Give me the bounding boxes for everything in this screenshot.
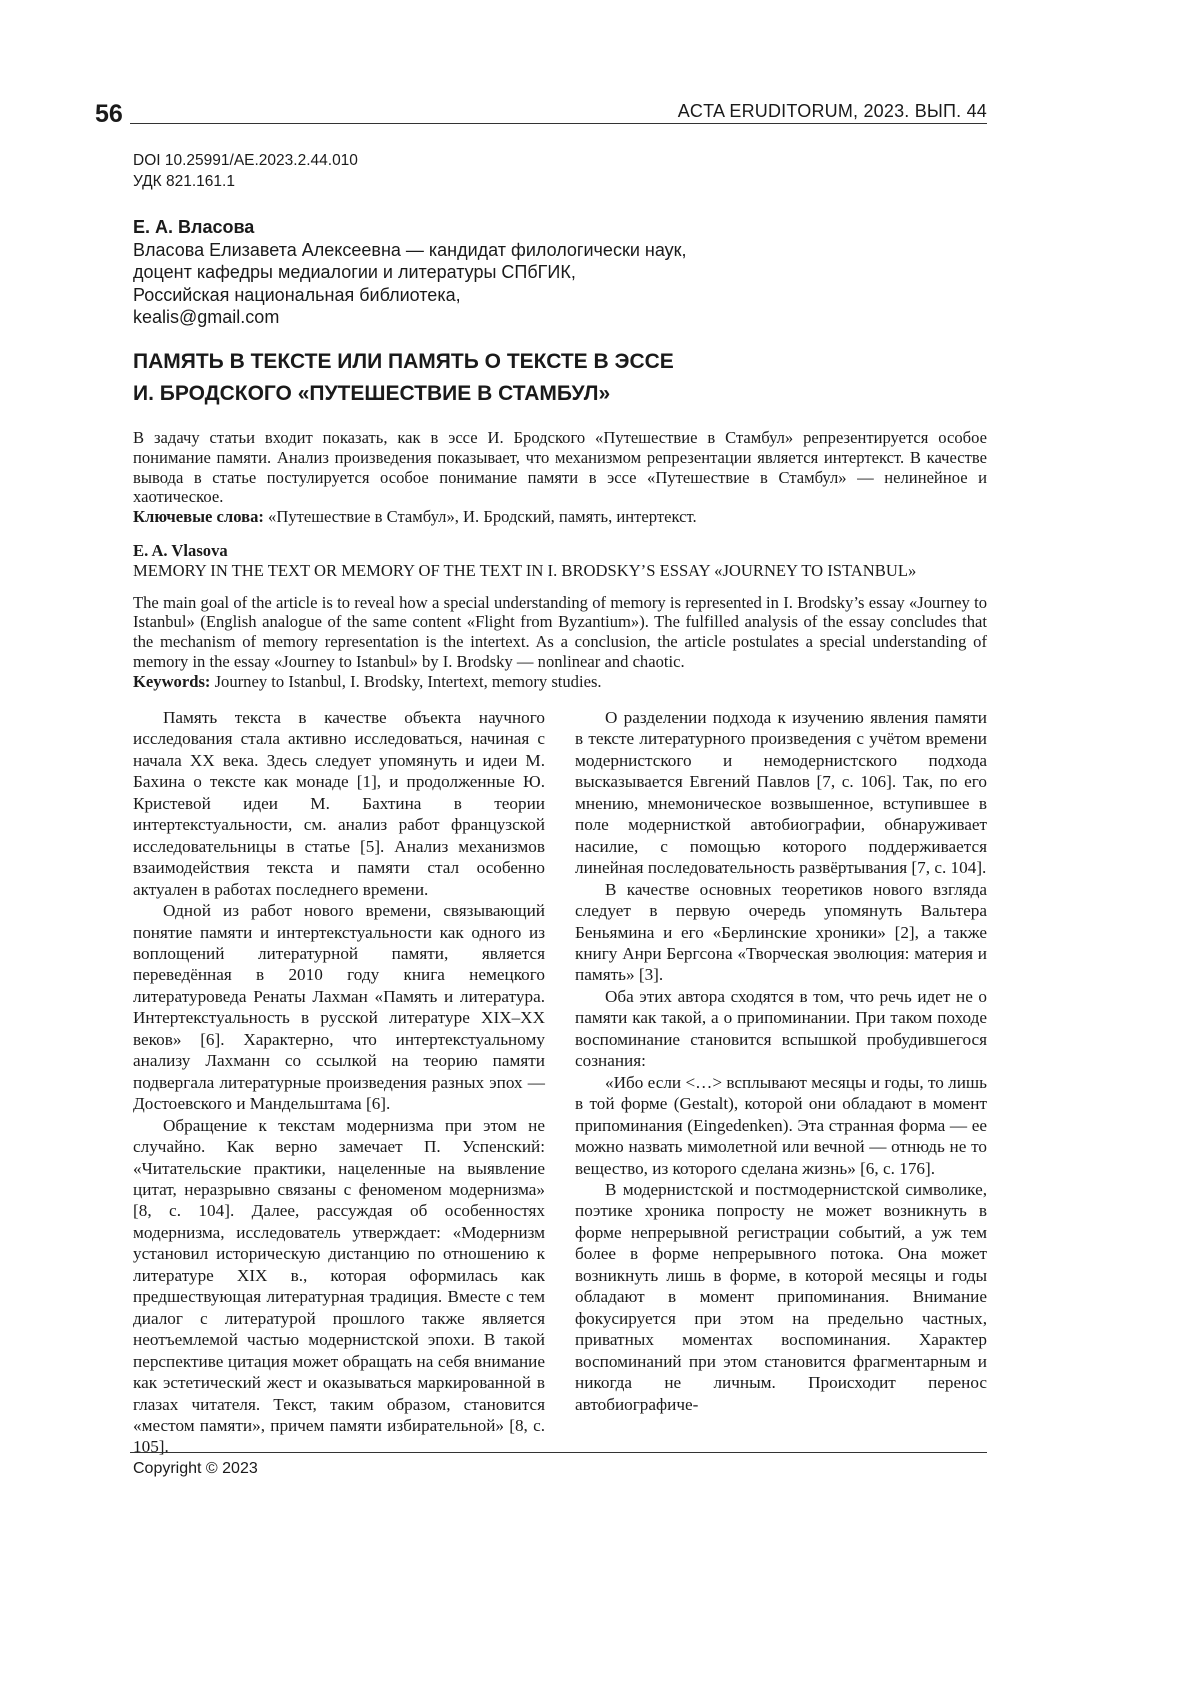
quote-paragraph: «Ибо если <…> всплывают месяцы и годы, то лишь в той форме (Gestalt), которой они обладают в момент припоминания (Eingedenken). Эта странная форма — ее можно назвать мимолетной или вечной — отнюдь не то вещество, из которого сделана жизнь» [6, с. 176]. bbox=[575, 1072, 987, 1179]
abstract-ru-text: В задачу статьи входит показать, как в эссе И. Бродского «Путешествие в Стамбул» репрезентируется особое понимание памяти. Анализ произведения показывает, что механизмом репрезентации является интертекст. В качестве вывода в статье постулируется особое понимание памяти в эссе «Путешествие в Стамбул» — нелинейное и хаотическое. bbox=[133, 428, 987, 507]
footer-rule bbox=[130, 1452, 987, 1453]
header-rule bbox=[130, 123, 987, 124]
keywords-en bbox=[133, 672, 987, 692]
paragraph: Оба этих автора сходятся в том, что речь идет не о памяти как такой, а о припоминании. При таком походе воспоминание становится вспышкой пробудившегося сознания: bbox=[575, 986, 987, 1072]
paragraph: Память текста в качестве объекта научного исследования стала активно исследоваться, начиная с начала XX века. Здесь следует упомянуть и идеи М. Бахина о тексте как монаде [1], и продолженные Ю. Кристевой идеи М. Бахтина в теории интертекстуальности, см. анализ работ французской исследовательницы в статье [5]. Анализ механизмов взаимодействия текста и памяти стал особенно актуален в работах последнего времени. bbox=[133, 707, 545, 900]
affiliation-line: Российская национальная библиотека, bbox=[133, 284, 833, 307]
author-name: Е. А. Власова bbox=[133, 216, 833, 239]
udk: УДК 821.161.1 bbox=[133, 171, 358, 192]
copyright: Copyright © 2023 bbox=[133, 1460, 258, 1478]
body-column-left bbox=[133, 707, 545, 1458]
affiliation-line: доцент кафедры медиалогии и литературы СПбГИК, bbox=[133, 261, 833, 284]
affiliation-line: Власова Елизавета Алексеевна — кандидат филологически наук, bbox=[133, 239, 833, 262]
author-block bbox=[133, 216, 833, 329]
keywords-en-text: Journey to Istanbul, I. Brodsky, Intertext, memory studies. bbox=[215, 672, 602, 691]
running-head: ACTA ERUDITORUM, 2023. ВЫП. 44 bbox=[678, 101, 987, 122]
author-name-en: E. A. Vlasova bbox=[133, 541, 228, 560]
paragraph: О разделении подхода к изучению явления памяти в тексте литературного произведения с учётом времени модернистского и немодернистского подхода высказывается Евгений Павлов [7, с. 106]. Так, по его мнению, мнемоническое возвышенное, вступившее в поле модернисткой автобиографии, обнаруживает насилие, с помощью которого поддерживается линейная последовательность развёртывания [7, с. 104]. bbox=[575, 707, 987, 879]
keywords-ru-label: Ключевые слова: bbox=[133, 507, 264, 526]
abstract-en-text: The main goal of the article is to reveal how a special understanding of memory is represented in I. Brodsky’s essay «Journey to Istanbul» (English analogue of the same content «Flight from Byzantium»). The fulfilled analysis of the essay concludes that the mechanism of memory representation is the intertext. As a conclusion, the article postulates a special understanding of memory in the essay «Journey to Istanbul» by I. Brodsky — nonlinear and chaotic. bbox=[133, 593, 987, 672]
title-line: И. БРОДСКОГО «ПУТЕШЕСТВИЕ В СТАМБУЛ» bbox=[133, 378, 983, 410]
paragraph: В качестве основных теоретиков нового взгляда следует в первую очередь упомянуть Вальтера Беньямина и его «Берлинские хроники» [2], а также книгу Анри Бергсона «Творческая эволюция: материя и память» [3]. bbox=[575, 879, 987, 986]
keywords-ru-text: «Путешествие в Стамбул», И. Бродский, память, интертекст. bbox=[268, 507, 697, 526]
article-title bbox=[133, 346, 983, 410]
abstract-ru bbox=[133, 428, 987, 527]
author-email: kealis@gmail.com bbox=[133, 306, 833, 329]
page-number: 56 bbox=[95, 100, 123, 129]
paragraph: Обращение к текстам модернизма при этом не случайно. Как верно замечает П. Успенский: «Читательские практики, нацеленные на выявление цитат, неразрывно связаны с феноменом модернизма» [8, с. 104]. Далее, рассуждая об особенностях модернизма, исследователь утверждает: «Модернизм установил историческую дистанцию по отношению к литературе XIX в., которая оформилась как предшествующая литературная традиция. Вместе с тем диалог с литературой прошлого также является неотъемлемой частью модернистской эпохи. В такой перспективе цитация может обращать на себя внимание как эстетический жест и оказываться маркированной в глазах читателя. Текст, таким образом, становится «местом памяти», причем памяти избирательной» [8, с. 105]. bbox=[133, 1115, 545, 1458]
title-en: MEMORY IN THE TEXT OR MEMORY OF THE TEXT IN I. BRODSKY’S ESSAY «JOURNEY TO ISTANBUL» bbox=[133, 561, 987, 581]
keywords-en-label: Keywords: bbox=[133, 672, 210, 691]
body-column-right bbox=[575, 707, 987, 1415]
keywords-ru bbox=[133, 507, 987, 527]
doi: DOI 10.25991/AE.2023.2.44.010 bbox=[133, 150, 358, 171]
abstract-en bbox=[133, 541, 987, 692]
paragraph: В модернистской и постмодернистской символике, поэтике хроника попросту не может возникнуть в форме непрерывной регистрации событий, а уж тем более в форме непрерывного потока. Она может возникнуть лишь в форме, в которой месяцы и годы обладают в момент припоминания. Внимание фокусируется при этом на предельно частных, приватных моментах воспоминания. Характер воспоминаний при этом становится фрагментарным и никогда не личным. Происходит перенос автобиографиче- bbox=[575, 1179, 987, 1415]
article-meta bbox=[133, 150, 358, 192]
title-line: ПАМЯТЬ В ТЕКСТЕ ИЛИ ПАМЯТЬ О ТЕКСТЕ В ЭССЕ bbox=[133, 346, 983, 378]
paragraph: Одной из работ нового времени, связывающий понятие памяти и интертекстуальности как одного из воплощений литературной памяти, является переведённая в 2010 году книга немецкого литературоведа Ренаты Лахман «Память и литература. Интертекстуальность в русской литературе XIX–XX веков» [6]. Характерно, что интертекстуальному анализу Лахманн со ссылкой на теорию памяти подвергала литературные произведения разных эпох — Достоевского и Мандельштама [6]. bbox=[133, 900, 545, 1115]
